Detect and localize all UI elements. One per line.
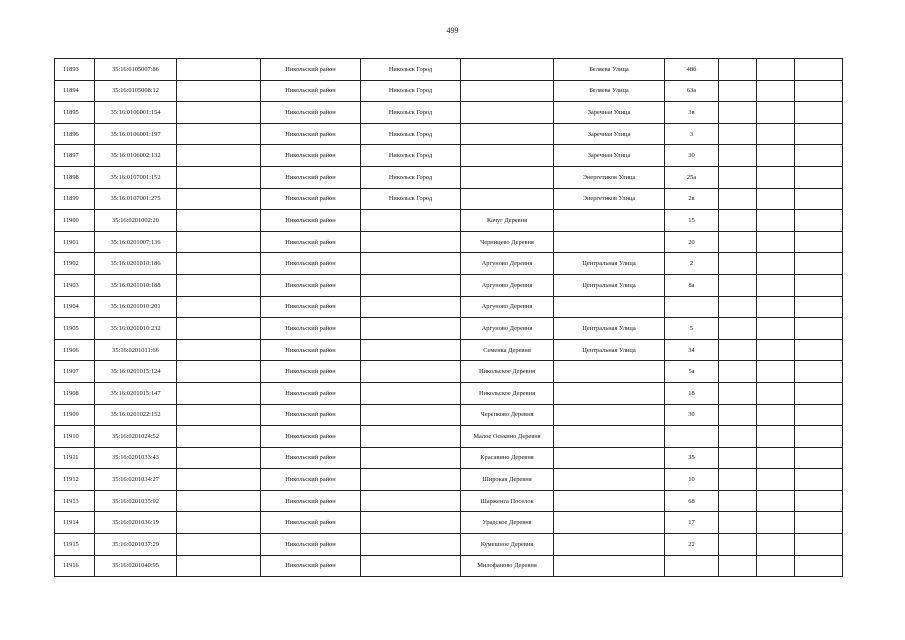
cell-cadastral-number: 35:16:0201040:95 [95,555,177,577]
cell-house: 30 [665,404,719,426]
table-row [55,382,843,404]
cell-house: 18 [665,382,719,404]
cell-street [554,426,665,448]
cell-blank [177,318,261,340]
cell-city: Никольск Город [361,80,461,102]
cell-extra-3 [795,447,843,469]
cell-cadastral-number: 35:16:0107001:152 [95,166,177,188]
cell-number: 11913 [55,490,95,512]
cell-street [554,404,665,426]
table-row [55,447,843,469]
cell-blank [177,469,261,491]
table-row [55,512,843,534]
cell-blank [177,512,261,534]
cell-blank [177,253,261,275]
cell-number: 11904 [55,296,95,318]
cell-extra-3 [795,231,843,253]
cell-extra-3 [795,210,843,232]
cell-extra-1 [719,274,757,296]
cell-street: Центральная Улица [554,253,665,275]
table-row [55,404,843,426]
cell-extra-3 [795,59,843,81]
cell-city [361,231,461,253]
cell-extra-2 [757,123,795,145]
cell-extra-2 [757,80,795,102]
cell-city [361,274,461,296]
table-row [55,80,843,102]
cell-number: 11912 [55,469,95,491]
cell-cadastral-number: 35:16:0107001:275 [95,188,177,210]
cell-cadastral-number: 35:16:0201007:136 [95,231,177,253]
cell-blank [177,382,261,404]
table-row [55,555,843,577]
cell-city [361,426,461,448]
cell-extra-2 [757,382,795,404]
cell-street: Заречная Улица [554,123,665,145]
cell-extra-1 [719,253,757,275]
cell-locality: Милофаново Деревня [461,555,554,577]
cell-house: 3 [665,123,719,145]
cell-extra-1 [719,512,757,534]
cell-blank [177,123,261,145]
cell-extra-3 [795,404,843,426]
table-row [55,490,843,512]
cell-extra-3 [795,253,843,275]
cell-city: Никольск Город [361,188,461,210]
cell-locality: Никольское Деревня [461,382,554,404]
cell-blank [177,534,261,556]
cell-number: 11908 [55,382,95,404]
cell-blank [177,447,261,469]
cell-street [554,490,665,512]
cell-extra-3 [795,145,843,167]
cell-extra-2 [757,102,795,124]
cell-district: Никольский район [261,361,361,383]
cell-extra-2 [757,253,795,275]
cell-city [361,534,461,556]
cell-street [554,296,665,318]
cell-number: 11899 [55,188,95,210]
table-row [55,296,843,318]
cell-extra-3 [795,555,843,577]
cell-extra-3 [795,296,843,318]
page-number: 499 [446,26,459,35]
cell-district: Никольский район [261,318,361,340]
cell-extra-3 [795,102,843,124]
cell-number: 11914 [55,512,95,534]
cell-extra-3 [795,426,843,448]
cell-district: Никольский район [261,512,361,534]
cell-extra-3 [795,339,843,361]
cell-district: Никольский район [261,253,361,275]
cell-house [665,555,719,577]
cell-extra-3 [795,382,843,404]
cell-number: 11905 [55,318,95,340]
cell-extra-1 [719,447,757,469]
cell-house [665,296,719,318]
cell-extra-3 [795,490,843,512]
cell-house: 17 [665,512,719,534]
cell-city: Никольск Город [361,123,461,145]
cell-extra-2 [757,166,795,188]
cell-cadastral-number: 35:16:0201015:124 [95,361,177,383]
cell-extra-2 [757,318,795,340]
cell-street: Беляева Улица [554,80,665,102]
cell-number: 11916 [55,555,95,577]
cell-extra-2 [757,188,795,210]
cell-house: 22 [665,534,719,556]
cell-cadastral-number: 35:16:0105008:12 [95,80,177,102]
cell-street [554,447,665,469]
cell-number: 11902 [55,253,95,275]
cell-blank [177,145,261,167]
cell-locality: Кумешное Деревня [461,534,554,556]
cell-extra-3 [795,318,843,340]
cell-extra-2 [757,231,795,253]
cell-locality: Малое Оськино Деревня [461,426,554,448]
cell-extra-1 [719,404,757,426]
registry-table-body [55,59,843,577]
table-row [55,361,843,383]
cell-district: Никольский район [261,490,361,512]
cell-cadastral-number: 35:16:0201035:92 [95,490,177,512]
cell-extra-2 [757,534,795,556]
cell-cadastral-number: 35:16:0201010:201 [95,296,177,318]
table-row [55,231,843,253]
cell-cadastral-number: 35:16:0201011:66 [95,339,177,361]
cell-house: 3в [665,102,719,124]
cell-street: Энергетиков Улица [554,188,665,210]
cell-city [361,296,461,318]
cell-blank [177,490,261,512]
cell-district: Никольский район [261,426,361,448]
cell-cadastral-number: 35:16:0106002:132 [95,145,177,167]
cell-locality [461,102,554,124]
cell-city [361,404,461,426]
cell-extra-1 [719,210,757,232]
cell-blank [177,404,261,426]
cell-street [554,382,665,404]
cell-district: Никольский район [261,123,361,145]
cell-extra-2 [757,59,795,81]
cell-district: Никольский район [261,382,361,404]
cell-number: 11910 [55,426,95,448]
cell-cadastral-number: 35:16:0201002:20 [95,210,177,232]
cell-extra-1 [719,123,757,145]
cell-cadastral-number: 35:16:0201015:147 [95,382,177,404]
cell-locality: Никольское Деревня [461,361,554,383]
cell-street: Заречная Улица [554,145,665,167]
cell-city [361,469,461,491]
cell-locality: Аргуново Деревня [461,318,554,340]
cell-locality: Черницево Деревня [461,231,554,253]
cell-street [554,512,665,534]
cell-blank [177,361,261,383]
cell-cadastral-number: 35:16:0106001:154 [95,102,177,124]
cell-locality: Урадское Деревня [461,512,554,534]
table-row [55,274,843,296]
cell-extra-1 [719,102,757,124]
table-row [55,145,843,167]
cell-extra-2 [757,447,795,469]
cell-number: 11900 [55,210,95,232]
cell-extra-2 [757,274,795,296]
cell-extra-1 [719,534,757,556]
cell-cadastral-number: 35:16:0201036:19 [95,512,177,534]
cell-city: Никольск Город [361,102,461,124]
table-row [55,426,843,448]
cell-cadastral-number: 35:16:0201022:152 [95,404,177,426]
cell-number: 11907 [55,361,95,383]
cell-extra-1 [719,231,757,253]
cell-street [554,210,665,232]
cell-cadastral-number: 35:16:0201034:27 [95,469,177,491]
cell-extra-1 [719,490,757,512]
cell-cadastral-number: 35:16:0105007:86 [95,59,177,81]
cell-district: Никольский район [261,534,361,556]
cell-street [554,534,665,556]
cell-city: Никольск Город [361,145,461,167]
cell-district: Никольский район [261,59,361,81]
cell-locality: Шарженга Поселок [461,490,554,512]
cell-house: 35 [665,447,719,469]
cell-house: 34 [665,339,719,361]
cell-extra-1 [719,188,757,210]
cell-city [361,555,461,577]
table-row [55,188,843,210]
cell-city [361,512,461,534]
cell-blank [177,555,261,577]
table-row [55,318,843,340]
cell-locality: Аргуново Деревня [461,253,554,275]
cell-house: 68 [665,490,719,512]
cell-city [361,339,461,361]
cell-city [361,447,461,469]
cell-blank [177,102,261,124]
cell-locality [461,123,554,145]
cell-extra-2 [757,361,795,383]
cell-extra-3 [795,469,843,491]
cell-extra-2 [757,426,795,448]
table-row [55,166,843,188]
cell-blank [177,59,261,81]
cell-house: 2 [665,253,719,275]
cell-extra-3 [795,80,843,102]
cell-cadastral-number: 35:16:0201024:52 [95,426,177,448]
cell-number: 11893 [55,59,95,81]
cell-cadastral-number: 35:16:0201033:43 [95,447,177,469]
cell-street: Центральная Улица [554,339,665,361]
cell-cadastral-number: 35:16:0201010:186 [95,253,177,275]
cell-blank [177,188,261,210]
cell-house: 48б [665,59,719,81]
cell-extra-1 [719,166,757,188]
cell-extra-1 [719,145,757,167]
cell-extra-3 [795,274,843,296]
cell-street: Центральная Улица [554,318,665,340]
cell-locality: Красавино Деревня [461,447,554,469]
cell-locality [461,166,554,188]
cell-extra-3 [795,188,843,210]
table-row [55,339,843,361]
cell-street [554,555,665,577]
cell-extra-2 [757,555,795,577]
cell-district: Никольский район [261,210,361,232]
cell-city [361,490,461,512]
cell-extra-1 [719,426,757,448]
cell-city: Никольск Город [361,166,461,188]
cell-street [554,231,665,253]
cell-locality: Аргуново Деревня [461,274,554,296]
cell-extra-1 [719,382,757,404]
cell-house: 25а [665,166,719,188]
cell-district: Никольский район [261,231,361,253]
cell-extra-3 [795,166,843,188]
cell-blank [177,210,261,232]
cell-blank [177,166,261,188]
cell-blank [177,339,261,361]
cell-number: 11895 [55,102,95,124]
cell-locality [461,188,554,210]
cell-house: 5а [665,361,719,383]
cell-blank [177,274,261,296]
cell-locality: Черепково Деревня [461,404,554,426]
cell-district: Никольский район [261,188,361,210]
registry-table [54,58,843,577]
cell-street: Беляева Улица [554,59,665,81]
cell-extra-1 [719,59,757,81]
cell-district: Никольский район [261,404,361,426]
cell-extra-1 [719,555,757,577]
cell-number: 11911 [55,447,95,469]
cell-extra-2 [757,469,795,491]
cell-locality [461,59,554,81]
cell-house: 63а [665,80,719,102]
cell-number: 11903 [55,274,95,296]
table-row [55,253,843,275]
cell-number: 11896 [55,123,95,145]
cell-house: 30 [665,145,719,167]
cell-district: Никольский район [261,80,361,102]
cell-house: 20 [665,231,719,253]
cell-house [665,426,719,448]
table-row [55,102,843,124]
cell-locality: Качуг Деревня [461,210,554,232]
cell-street [554,469,665,491]
cell-cadastral-number: 35:16:0106001:197 [95,123,177,145]
table-row [55,469,843,491]
cell-house: 2в [665,188,719,210]
cell-locality: Семенка Деревня [461,339,554,361]
cell-extra-1 [719,469,757,491]
cell-district: Никольский район [261,296,361,318]
table-row [55,210,843,232]
cell-extra-3 [795,512,843,534]
cell-district: Никольский район [261,469,361,491]
cell-district: Никольский район [261,274,361,296]
cell-extra-1 [719,296,757,318]
cell-locality [461,145,554,167]
cell-blank [177,296,261,318]
table-row [55,123,843,145]
cell-extra-3 [795,361,843,383]
cell-locality [461,80,554,102]
cell-number: 11897 [55,145,95,167]
cell-cadastral-number: 35:16:0201010:188 [95,274,177,296]
cell-blank [177,426,261,448]
cell-street: Заречная Улица [554,102,665,124]
cell-extra-2 [757,490,795,512]
cell-extra-1 [719,361,757,383]
cell-cadastral-number: 35:16:0201010:232 [95,318,177,340]
cell-number: 11909 [55,404,95,426]
cell-district: Никольский район [261,166,361,188]
cell-house: 15 [665,210,719,232]
cell-district: Никольский район [261,447,361,469]
cell-extra-2 [757,210,795,232]
cell-cadastral-number: 35:16:0201037:29 [95,534,177,556]
cell-city [361,382,461,404]
cell-street [554,361,665,383]
cell-extra-3 [795,534,843,556]
cell-number: 11898 [55,166,95,188]
cell-city [361,361,461,383]
cell-locality: Широкая Деревня [461,469,554,491]
cell-district: Никольский район [261,555,361,577]
cell-extra-2 [757,512,795,534]
cell-city: Никольск Город [361,59,461,81]
cell-extra-1 [719,80,757,102]
cell-city [361,253,461,275]
cell-house: 5 [665,318,719,340]
cell-number: 11894 [55,80,95,102]
cell-number: 11901 [55,231,95,253]
cell-extra-2 [757,339,795,361]
cell-number: 11915 [55,534,95,556]
cell-district: Никольский район [261,102,361,124]
cell-city [361,210,461,232]
cell-number: 11906 [55,339,95,361]
table-row [55,59,843,81]
cell-locality: Аргуново Деревня [461,296,554,318]
cell-extra-2 [757,404,795,426]
cell-street: Центральная Улица [554,274,665,296]
cell-extra-1 [719,318,757,340]
table-row [55,534,843,556]
cell-extra-3 [795,123,843,145]
cell-blank [177,231,261,253]
cell-street: Энергетиков Улица [554,166,665,188]
cell-blank [177,80,261,102]
cell-city [361,318,461,340]
cell-house: 10 [665,469,719,491]
cell-district: Никольский район [261,145,361,167]
cell-extra-2 [757,145,795,167]
cell-district: Никольский район [261,339,361,361]
cell-extra-1 [719,339,757,361]
cell-extra-2 [757,296,795,318]
cell-house: 8а [665,274,719,296]
